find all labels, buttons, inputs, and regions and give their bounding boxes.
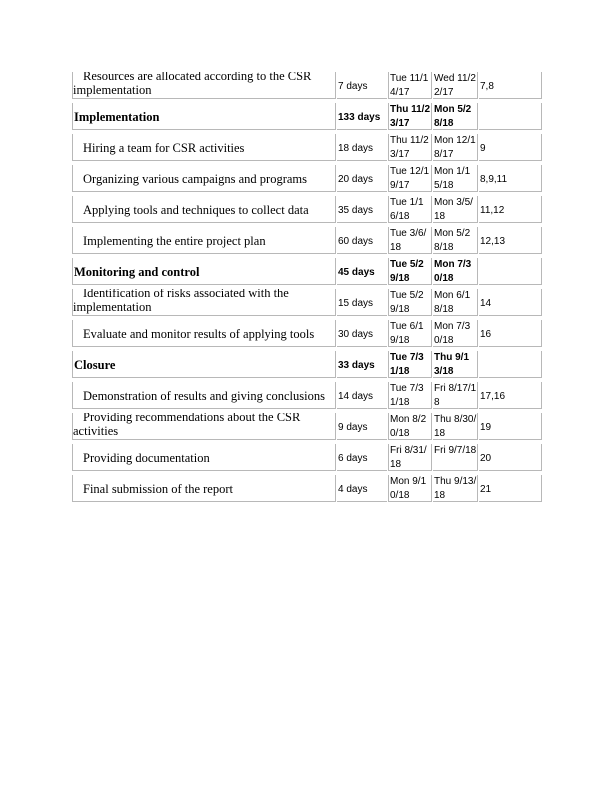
- predecessors-cell: [479, 382, 542, 409]
- duration-cell: [337, 351, 387, 378]
- schedule-table: [72, 70, 542, 504]
- task-name: Providing documentation: [83, 451, 210, 465]
- finish-date: Mon 6/18/18: [434, 290, 471, 315]
- finish-date: Thu 8/30/18: [434, 414, 477, 439]
- task-name-cell: [72, 475, 336, 502]
- finish-cell: [433, 475, 478, 502]
- predecessors: 19: [480, 422, 492, 433]
- duration-cell: [337, 196, 387, 223]
- duration: 20 days: [338, 174, 374, 185]
- finish-cell: [433, 413, 478, 440]
- start-date: Tue 6/19/18: [390, 321, 424, 346]
- finish-date: Fri 9/7/18: [434, 445, 477, 456]
- duration: 30 days: [338, 329, 374, 340]
- start-date: Tue 5/29/18: [390, 290, 424, 315]
- predecessors: 11,12: [480, 205, 505, 216]
- task-name: Implementing the entire project plan: [83, 234, 266, 248]
- summary-row: [72, 101, 542, 132]
- finish-date: Mon 5/28/18: [434, 104, 472, 129]
- table-row: [72, 163, 542, 194]
- duration-cell: [337, 413, 387, 440]
- task-name: Final submission of the report: [83, 482, 233, 496]
- predecessors-cell: [479, 289, 542, 316]
- predecessors-cell: [479, 72, 542, 99]
- start-date: Mon 8/20/18: [390, 414, 427, 439]
- duration-cell: [337, 382, 387, 409]
- start-date: Thu 11/23/17: [390, 104, 431, 129]
- task-name-cell: [72, 227, 336, 254]
- finish-date: Mon 1/15/18: [434, 166, 471, 191]
- table-row: [72, 380, 542, 411]
- duration-cell: [337, 72, 387, 99]
- finish-cell: [433, 165, 478, 192]
- duration-cell: [337, 444, 387, 471]
- predecessors: 8,9,11: [480, 174, 508, 185]
- finish-date: Wed 11/22/17: [434, 73, 476, 98]
- task-name-cell: [72, 134, 336, 161]
- task-name: Applying tools and techniques to collect data: [83, 203, 309, 217]
- predecessors: 14: [480, 298, 492, 309]
- start-date: Tue 12/19/17: [390, 166, 430, 191]
- start-date: Tue 7/31/18: [390, 383, 424, 408]
- task-name-cell: [72, 72, 336, 99]
- start-date: Mon 9/10/18: [390, 476, 427, 501]
- start-cell: [388, 196, 432, 223]
- task-name: Evaluate and monitor results of applying tools: [83, 327, 315, 341]
- finish-cell: [433, 227, 478, 254]
- task-name-cell: [72, 196, 336, 223]
- predecessors: 17,16: [480, 391, 506, 402]
- duration: 18 days: [338, 143, 374, 154]
- task-name-cell: [72, 444, 336, 471]
- duration: 4 days: [338, 484, 368, 495]
- predecessors-cell: [479, 196, 542, 223]
- duration-cell: [337, 258, 387, 285]
- finish-cell: [433, 103, 478, 130]
- predecessors: 9: [480, 143, 486, 154]
- duration: 60 days: [338, 236, 374, 247]
- finish-date: Mon 3/5/18: [434, 197, 473, 222]
- start-cell: [388, 103, 432, 130]
- start-date: Tue 3/6/18: [390, 228, 427, 253]
- start-date: Tue 1/16/18: [390, 197, 424, 222]
- start-cell: [388, 258, 432, 285]
- task-name-cell: [72, 289, 336, 316]
- predecessors-cell: [479, 351, 542, 378]
- duration: 6 days: [338, 453, 368, 464]
- start-date: Thu 11/23/17: [390, 135, 429, 160]
- finish-cell: [433, 196, 478, 223]
- finish-cell: [433, 289, 478, 316]
- task-name: Resources are allocated according to the CSR implementation: [73, 72, 312, 97]
- predecessors-cell: [479, 320, 542, 347]
- start-date: Fri 8/31/18: [390, 445, 427, 470]
- summary-row: [72, 256, 542, 287]
- task-name: Identification of risks associated with the implementation: [73, 289, 289, 314]
- table-row: [72, 411, 542, 442]
- duration-cell: [337, 320, 387, 347]
- start-cell: [388, 227, 432, 254]
- start-cell: [388, 289, 432, 316]
- duration-cell: [337, 227, 387, 254]
- start-date: Tue 11/14/17: [390, 73, 429, 98]
- finish-cell: [433, 320, 478, 347]
- table-row: [72, 225, 542, 256]
- start-cell: [388, 351, 432, 378]
- start-date: Tue 7/31/18: [390, 352, 424, 377]
- predecessors: 7,8: [480, 81, 494, 92]
- task-name-cell: [72, 351, 336, 378]
- duration: 7 days: [338, 81, 368, 92]
- finish-date: Fri 8/17/18: [434, 383, 477, 408]
- task-name-cell: [72, 413, 336, 440]
- task-name: Hiring a team for CSR activities: [83, 141, 245, 155]
- predecessors: 20: [480, 453, 492, 464]
- predecessors: 12,13: [480, 236, 506, 247]
- finish-date: Thu 9/13/18: [434, 476, 477, 501]
- task-name-cell: [72, 258, 336, 285]
- duration: 14 days: [338, 391, 374, 402]
- summary-name: Monitoring and control: [74, 265, 200, 279]
- task-name-cell: [72, 382, 336, 409]
- finish-cell: [433, 72, 478, 99]
- predecessors-cell: [479, 475, 542, 502]
- finish-date: Mon 12/18/17: [434, 135, 476, 160]
- start-cell: [388, 382, 432, 409]
- table-row: [72, 70, 542, 101]
- finish-date: Mon 7/30/18: [434, 259, 472, 284]
- predecessors-cell: [479, 134, 542, 161]
- finish-cell: [433, 444, 478, 471]
- summary-name: Closure: [74, 358, 116, 372]
- predecessors-cell: [479, 227, 542, 254]
- start-cell: [388, 134, 432, 161]
- finish-cell: [433, 351, 478, 378]
- start-cell: [388, 72, 432, 99]
- finish-cell: [433, 382, 478, 409]
- table-row: [72, 287, 542, 318]
- predecessors-cell: [479, 165, 542, 192]
- duration: 9 days: [338, 422, 368, 433]
- task-name-cell: [72, 165, 336, 192]
- start-cell: [388, 413, 432, 440]
- task-name-cell: [72, 320, 336, 347]
- finish-date: Thu 9/13/18: [434, 352, 470, 377]
- table-row: [72, 132, 542, 163]
- table-row: [72, 442, 542, 473]
- duration-cell: [337, 165, 387, 192]
- predecessors-cell: [479, 444, 542, 471]
- duration: 45 days: [338, 267, 375, 278]
- duration-cell: [337, 289, 387, 316]
- duration: 133 days: [338, 112, 381, 123]
- duration-cell: [337, 103, 387, 130]
- start-cell: [388, 320, 432, 347]
- duration-cell: [337, 475, 387, 502]
- finish-date: Mon 7/30/18: [434, 321, 471, 346]
- predecessors-cell: [479, 103, 542, 130]
- finish-cell: [433, 258, 478, 285]
- start-date: Tue 5/29/18: [390, 259, 424, 284]
- summary-name: Implementation: [74, 110, 160, 124]
- predecessors: 21: [480, 484, 492, 495]
- table-row: [72, 318, 542, 349]
- task-name: Demonstration of results and giving conclusions: [83, 389, 325, 403]
- duration: 33 days: [338, 360, 375, 371]
- predecessors-cell: [479, 413, 542, 440]
- predecessors: 16: [480, 329, 492, 340]
- start-cell: [388, 165, 432, 192]
- duration-cell: [337, 134, 387, 161]
- summary-row: [72, 349, 542, 380]
- task-name: Organizing various campaigns and programs: [83, 172, 308, 186]
- predecessors-cell: [479, 258, 542, 285]
- start-cell: [388, 444, 432, 471]
- table-row: [72, 473, 542, 504]
- duration: 35 days: [338, 205, 374, 216]
- table-row: [72, 194, 542, 225]
- finish-date: Mon 5/28/18: [434, 228, 471, 253]
- start-cell: [388, 475, 432, 502]
- task-name: Providing recommendations about the CSR activities: [73, 413, 301, 438]
- task-name-cell: [72, 103, 336, 130]
- finish-cell: [433, 134, 478, 161]
- duration: 15 days: [338, 298, 374, 309]
